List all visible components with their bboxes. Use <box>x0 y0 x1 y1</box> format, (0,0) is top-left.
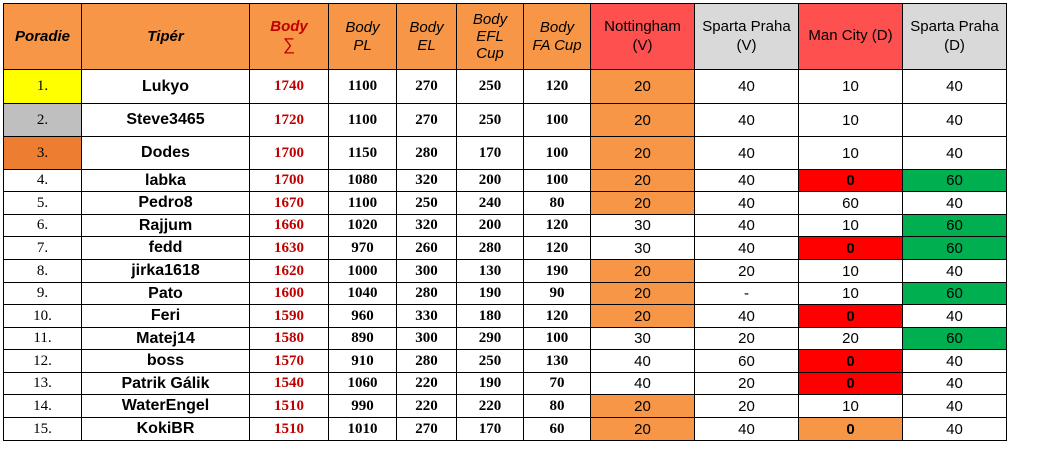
efl-points-header <box>457 4 524 70</box>
el-points-cell: 320 <box>397 215 457 237</box>
efl-points-cell: 220 <box>457 395 524 418</box>
pick-mancity-cell: 0 <box>799 350 903 373</box>
pick-mancity-cell: 10 <box>799 395 903 418</box>
match-header-sparta-v <box>695 4 799 70</box>
pl-points-cell: 990 <box>329 395 397 418</box>
total-points-cell: 1670 <box>250 192 329 215</box>
pick-mancity-cell: 10 <box>799 215 903 237</box>
el-header-line2: EL <box>417 36 436 54</box>
rank-cell: 9. <box>4 283 82 305</box>
efl-points-cell: 170 <box>457 137 524 170</box>
efl-points-cell: 240 <box>457 192 524 215</box>
match2-header-line1: Sparta Praha <box>702 17 791 35</box>
pick-sparta-d-cell: 60 <box>903 170 1007 192</box>
pick-sparta-v-cell: 40 <box>695 215 799 237</box>
efl-points-cell: 180 <box>457 305 524 328</box>
pick-nottingham-cell: 20 <box>591 137 695 170</box>
rank-cell: 2. <box>4 104 82 137</box>
pick-nottingham-cell: 20 <box>591 283 695 305</box>
efl-points-cell: 280 <box>457 237 524 260</box>
pick-mancity-cell: 0 <box>799 170 903 192</box>
rank-cell: 6. <box>4 215 82 237</box>
el-points-cell: 280 <box>397 283 457 305</box>
rank-cell: 10. <box>4 305 82 328</box>
tipster-name-cell: jirka1618 <box>82 260 250 283</box>
rank-cell: 3. <box>4 137 82 170</box>
rank-cell: 1. <box>4 70 82 104</box>
tipster-header-label: Tipér <box>147 27 184 45</box>
pl-header-line1: Body <box>345 19 380 37</box>
pick-nottingham-cell: 40 <box>591 373 695 395</box>
pl-points-cell: 1150 <box>329 137 397 170</box>
pick-mancity-cell: 0 <box>799 305 903 328</box>
pick-nottingham-cell: 20 <box>591 418 695 441</box>
pick-nottingham-cell: 30 <box>591 215 695 237</box>
table-row <box>4 373 1007 395</box>
total-points-cell: 1700 <box>250 137 329 170</box>
pick-sparta-v-cell: 40 <box>695 305 799 328</box>
tipster-name-cell: Steve3465 <box>82 104 250 137</box>
total-points-header <box>250 4 329 70</box>
pick-sparta-v-cell: 40 <box>695 170 799 192</box>
el-points-cell: 330 <box>397 305 457 328</box>
match1-header-line1: Nottingham <box>604 17 681 35</box>
pl-points-cell: 1060 <box>329 373 397 395</box>
total-points-cell: 1580 <box>250 328 329 350</box>
fa-points-cell: 120 <box>524 305 591 328</box>
pl-points-cell: 1010 <box>329 418 397 441</box>
fa-points-cell: 100 <box>524 104 591 137</box>
efl-points-cell: 190 <box>457 283 524 305</box>
fa-points-cell: 190 <box>524 260 591 283</box>
pick-sparta-d-cell: 40 <box>903 373 1007 395</box>
fa-points-cell: 60 <box>524 418 591 441</box>
pl-points-cell: 1000 <box>329 260 397 283</box>
fa-points-cell: 80 <box>524 395 591 418</box>
pick-nottingham-cell: 20 <box>591 260 695 283</box>
pick-mancity-cell: 10 <box>799 137 903 170</box>
match3-header-line1: Man City (D) <box>808 27 893 45</box>
pick-sparta-d-cell: 40 <box>903 104 1007 137</box>
pl-points-header <box>329 4 397 70</box>
pick-sparta-v-cell: 40 <box>695 70 799 104</box>
pick-nottingham-cell: 30 <box>591 237 695 260</box>
table-row <box>4 418 1007 441</box>
fa-header-line1: Body <box>539 19 575 37</box>
pick-mancity-cell: 20 <box>799 328 903 350</box>
el-points-cell: 270 <box>397 104 457 137</box>
pick-nottingham-cell: 20 <box>591 395 695 418</box>
fa-points-cell: 70 <box>524 373 591 395</box>
table-row <box>4 305 1007 328</box>
tipster-name-cell: Matej14 <box>82 328 250 350</box>
pl-points-cell: 1080 <box>329 170 397 192</box>
pick-sparta-d-cell: 60 <box>903 283 1007 305</box>
total-points-cell: 1740 <box>250 70 329 104</box>
pick-nottingham-cell: 40 <box>591 350 695 373</box>
match1-header-line2: (V) <box>632 36 653 54</box>
fa-points-cell: 100 <box>524 170 591 192</box>
el-points-cell: 250 <box>397 192 457 215</box>
table-row <box>4 328 1007 350</box>
total-points-cell: 1630 <box>250 237 329 260</box>
pl-points-cell: 1100 <box>329 70 397 104</box>
el-points-cell: 300 <box>397 328 457 350</box>
tipster-name-cell: labka <box>82 170 250 192</box>
total-points-cell: 1700 <box>250 170 329 192</box>
header-row <box>4 4 1007 70</box>
pl-points-cell: 910 <box>329 350 397 373</box>
pick-mancity-cell: 60 <box>799 192 903 215</box>
el-points-cell: 260 <box>397 237 457 260</box>
tipster-name-cell: boss <box>82 350 250 373</box>
fa-header-line2: FA Cup <box>532 36 582 54</box>
match-header-mancity <box>799 4 903 70</box>
rank-cell: 11. <box>4 328 82 350</box>
tipster-name-cell: Pato <box>82 283 250 305</box>
pick-sparta-d-cell: 40 <box>903 137 1007 170</box>
tipster-name-cell: Rajjum <box>82 215 250 237</box>
tipster-name-cell: Patrik Gálik <box>82 373 250 395</box>
fa-points-header <box>524 4 591 70</box>
total-points-header-label: Body <box>270 18 308 36</box>
pick-nottingham-cell: 20 <box>591 192 695 215</box>
el-points-cell: 280 <box>397 137 457 170</box>
rank-cell: 15. <box>4 418 82 441</box>
pick-nottingham-cell: 20 <box>591 305 695 328</box>
el-header-line1: Body <box>409 19 444 37</box>
table-row <box>4 192 1007 215</box>
pl-points-cell: 1100 <box>329 104 397 137</box>
table-row <box>4 260 1007 283</box>
el-points-cell: 280 <box>397 350 457 373</box>
efl-points-cell: 190 <box>457 373 524 395</box>
total-points-cell: 1590 <box>250 305 329 328</box>
rank-cell: 7. <box>4 237 82 260</box>
fa-points-cell: 90 <box>524 283 591 305</box>
pick-nottingham-cell: 20 <box>591 170 695 192</box>
el-points-header <box>397 4 457 70</box>
pick-nottingham-cell: 20 <box>591 104 695 137</box>
tipster-name-cell: Dodes <box>82 137 250 170</box>
pick-mancity-cell: 0 <box>799 418 903 441</box>
efl-points-cell: 250 <box>457 70 524 104</box>
efl-points-cell: 200 <box>457 215 524 237</box>
fa-points-cell: 120 <box>524 215 591 237</box>
fa-points-cell: 130 <box>524 350 591 373</box>
pick-sparta-d-cell: 60 <box>903 328 1007 350</box>
pick-sparta-v-cell: 60 <box>695 350 799 373</box>
pick-mancity-cell: 10 <box>799 104 903 137</box>
table-row <box>4 170 1007 192</box>
table-row <box>4 350 1007 373</box>
pick-sparta-v-cell: 40 <box>695 104 799 137</box>
total-points-cell: 1510 <box>250 395 329 418</box>
pl-header-line2: PL <box>353 36 372 54</box>
pick-mancity-cell: 10 <box>799 260 903 283</box>
rank-cell: 14. <box>4 395 82 418</box>
sigma-symbol: ∑ <box>282 35 296 55</box>
pick-sparta-d-cell: 40 <box>903 260 1007 283</box>
pick-mancity-cell: 10 <box>799 283 903 305</box>
rank-cell: 5. <box>4 192 82 215</box>
tipster-name-cell: Feri <box>82 305 250 328</box>
efl-header-line2: EFL <box>476 27 504 45</box>
el-points-cell: 270 <box>397 70 457 104</box>
table-row <box>4 283 1007 305</box>
pick-sparta-d-cell: 40 <box>903 305 1007 328</box>
pick-sparta-v-cell: 40 <box>695 192 799 215</box>
pick-mancity-cell: 10 <box>799 70 903 104</box>
table-row <box>4 395 1007 418</box>
total-points-cell: 1540 <box>250 373 329 395</box>
tipster-name-cell: KokiBR <box>82 418 250 441</box>
rank-cell: 8. <box>4 260 82 283</box>
pl-points-cell: 890 <box>329 328 397 350</box>
efl-header-line3: Cup <box>476 45 504 63</box>
table-row <box>4 237 1007 260</box>
pl-points-cell: 960 <box>329 305 397 328</box>
tipster-name-cell: Lukyo <box>82 70 250 104</box>
total-points-cell: 1510 <box>250 418 329 441</box>
el-points-cell: 300 <box>397 260 457 283</box>
pick-mancity-cell: 0 <box>799 237 903 260</box>
match-header-sparta-d <box>903 4 1007 70</box>
match2-header-line2: (V) <box>736 36 757 54</box>
match-header-nottingham <box>591 4 695 70</box>
pick-sparta-v-cell: 20 <box>695 373 799 395</box>
total-points-cell: 1660 <box>250 215 329 237</box>
table-row <box>4 104 1007 137</box>
tipster-name-cell: Pedro8 <box>82 192 250 215</box>
efl-points-cell: 250 <box>457 104 524 137</box>
efl-points-cell: 170 <box>457 418 524 441</box>
rank-header-label: Poradie <box>14 27 71 45</box>
table-row <box>4 215 1007 237</box>
tipster-name-cell: fedd <box>82 237 250 260</box>
pick-sparta-v-cell: - <box>695 283 799 305</box>
pick-sparta-d-cell: 40 <box>903 192 1007 215</box>
el-points-cell: 320 <box>397 170 457 192</box>
total-points-cell: 1570 <box>250 350 329 373</box>
fa-points-cell: 80 <box>524 192 591 215</box>
total-points-cell: 1600 <box>250 283 329 305</box>
pick-sparta-v-cell: 20 <box>695 260 799 283</box>
efl-points-cell: 290 <box>457 328 524 350</box>
fa-points-cell: 100 <box>524 137 591 170</box>
pick-nottingham-cell: 30 <box>591 328 695 350</box>
rank-header <box>4 4 82 70</box>
total-points-cell: 1620 <box>250 260 329 283</box>
pick-mancity-cell: 0 <box>799 373 903 395</box>
total-points-cell: 1720 <box>250 104 329 137</box>
pick-sparta-d-cell: 40 <box>903 350 1007 373</box>
pick-sparta-d-cell: 40 <box>903 70 1007 104</box>
rank-cell: 4. <box>4 170 82 192</box>
fa-points-cell: 120 <box>524 70 591 104</box>
fa-points-cell: 100 <box>524 328 591 350</box>
efl-points-cell: 130 <box>457 260 524 283</box>
rank-cell: 13. <box>4 373 82 395</box>
el-points-cell: 220 <box>397 395 457 418</box>
pick-sparta-d-cell: 40 <box>903 395 1007 418</box>
pick-sparta-v-cell: 20 <box>695 395 799 418</box>
rank-cell: 12. <box>4 350 82 373</box>
el-points-cell: 270 <box>397 418 457 441</box>
pl-points-cell: 970 <box>329 237 397 260</box>
efl-points-cell: 250 <box>457 350 524 373</box>
tipster-header <box>82 4 250 70</box>
tipster-name-cell: WaterEngel <box>82 395 250 418</box>
efl-points-cell: 200 <box>457 170 524 192</box>
pick-sparta-v-cell: 40 <box>695 237 799 260</box>
standings-table <box>3 3 1007 441</box>
pick-sparta-d-cell: 60 <box>903 215 1007 237</box>
efl-header-line1: Body <box>472 10 508 28</box>
el-points-cell: 220 <box>397 373 457 395</box>
pl-points-cell: 1100 <box>329 192 397 215</box>
match4-header-line1: Sparta Praha <box>910 17 999 35</box>
pick-sparta-d-cell: 40 <box>903 418 1007 441</box>
pick-nottingham-cell: 20 <box>591 70 695 104</box>
table-row <box>4 70 1007 104</box>
match4-header-line2: (D) <box>944 36 965 54</box>
pl-points-cell: 1020 <box>329 215 397 237</box>
fa-points-cell: 120 <box>524 237 591 260</box>
pick-sparta-v-cell: 40 <box>695 418 799 441</box>
table-row <box>4 137 1007 170</box>
pl-points-cell: 1040 <box>329 283 397 305</box>
pick-sparta-v-cell: 20 <box>695 328 799 350</box>
pick-sparta-d-cell: 60 <box>903 237 1007 260</box>
pick-sparta-v-cell: 40 <box>695 137 799 170</box>
